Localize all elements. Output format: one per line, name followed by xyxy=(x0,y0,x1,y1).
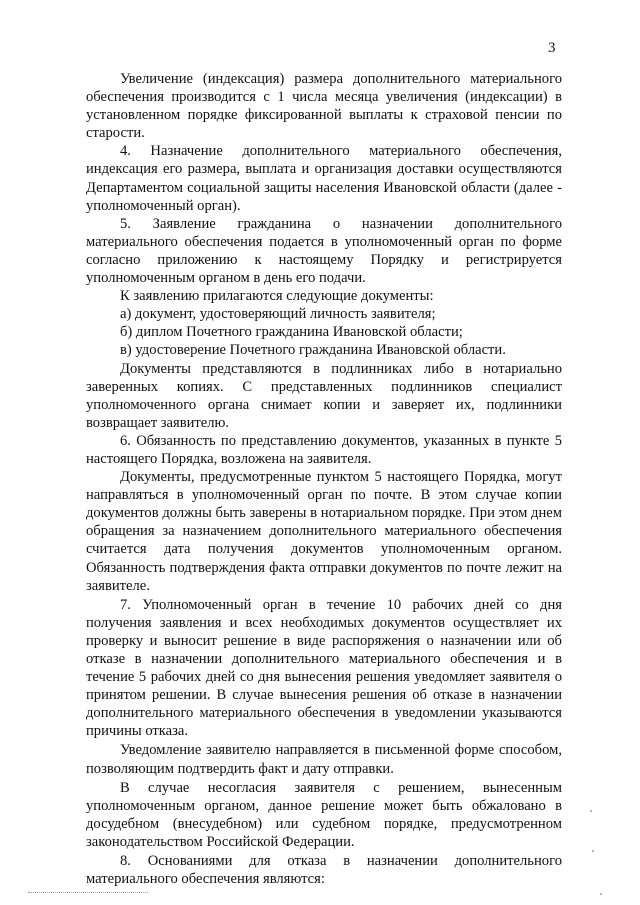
list-item-a: а) документ, удостоверяющий личность заявителя; xyxy=(120,306,436,323)
scan-artifact-dot xyxy=(592,850,594,852)
document-body xyxy=(86,70,562,888)
paragraph-mail: Документы, предусмотренные пунктом 5 настоящего Порядка, могут направляться в уполномоченный орган по почте. В этом случае копии документов должны быть заверены в нотариальном порядке. При этом днем обращения за назначением дополнительного материального обеспечения считается дата получения документов уполномоченным органом. Обязанность подтверждения факта отправки документов по почте лежит на заявителе. xyxy=(86,469,562,594)
paragraph-4: 4. Назначение дополнительного материального обеспечения, индексация его размера, выплата и организация доставки осуществляются Департаментом социальной защиты населения Ивановской области (далее - уполномоченный орган). xyxy=(86,143,562,214)
scan-artifact-dot xyxy=(590,810,592,812)
paragraph-8: 8. Основаниями для отказа в назначении дополнительного материального обеспечения являются: xyxy=(86,853,562,888)
paragraph-5: 5. Заявление гражданина о назначении дополнительного материального обеспечения подается в уполномоченный орган по форме согласно приложению к настоящему Порядку и регистрируется уполномоченным органом в день его подачи. xyxy=(86,215,562,287)
paragraph-6: 6. Обязанность по представлению документов, указанных в пункте 5 настоящего Порядка, возложена на заявителя. xyxy=(86,432,562,467)
list-item-b: б) диплом Почетного гражданина Ивановской области; xyxy=(120,324,463,341)
list-item-c: в) удостоверение Почетного гражданина Ивановской области. xyxy=(120,342,506,359)
paragraph-notification: Уведомление заявителю направляется в письменной форме способом, позволяющим подтвердить факт и дату отправки. xyxy=(86,742,562,777)
scan-artifact-dot xyxy=(600,893,602,895)
paragraph-indexation: Увеличение (индексация) размера дополнительного материального обеспечения производится с 1 числа месяца увеличения (индексации) в установленном порядке фиксированной выплаты к страховой пенсии по старости. xyxy=(86,71,562,142)
paragraph-originals: Документы представляются в подлинниках либо в нотариально заверенных копиях. С представленных подлинников специалист уполномоченного органа снимает копии и заверяет их, подлинники возвращает заявителю. xyxy=(86,360,562,431)
paragraph-7: 7. Уполномоченный орган в течение 10 рабочих дней со дня получения заявления и всех необходимых документов осуществляет их проверку и выносит решение в виде распоряжения о назначении или об отказе в назначении дополнительного материального обеспечения и в течение 5 рабочих дней со дня вынесения решения уведомляет заявителя о принятом решении. В случае вынесения решения об отказе в назначении дополнительного материального обеспечения в уведомлении указываются причины отказа. xyxy=(86,596,562,740)
paragraph-documents-intro: К заявлению прилагаются следующие документы: xyxy=(120,288,434,305)
scan-artifact-line xyxy=(28,892,148,893)
page-number: 3 xyxy=(548,40,556,56)
paragraph-appeal: В случае несогласия заявителя с решением, вынесенным уполномоченным органом, данное решение может быть обжаловано в досудебном (внесудебном) или судебном порядке, предусмотренном законодательством Российской Федерации. xyxy=(86,779,562,850)
